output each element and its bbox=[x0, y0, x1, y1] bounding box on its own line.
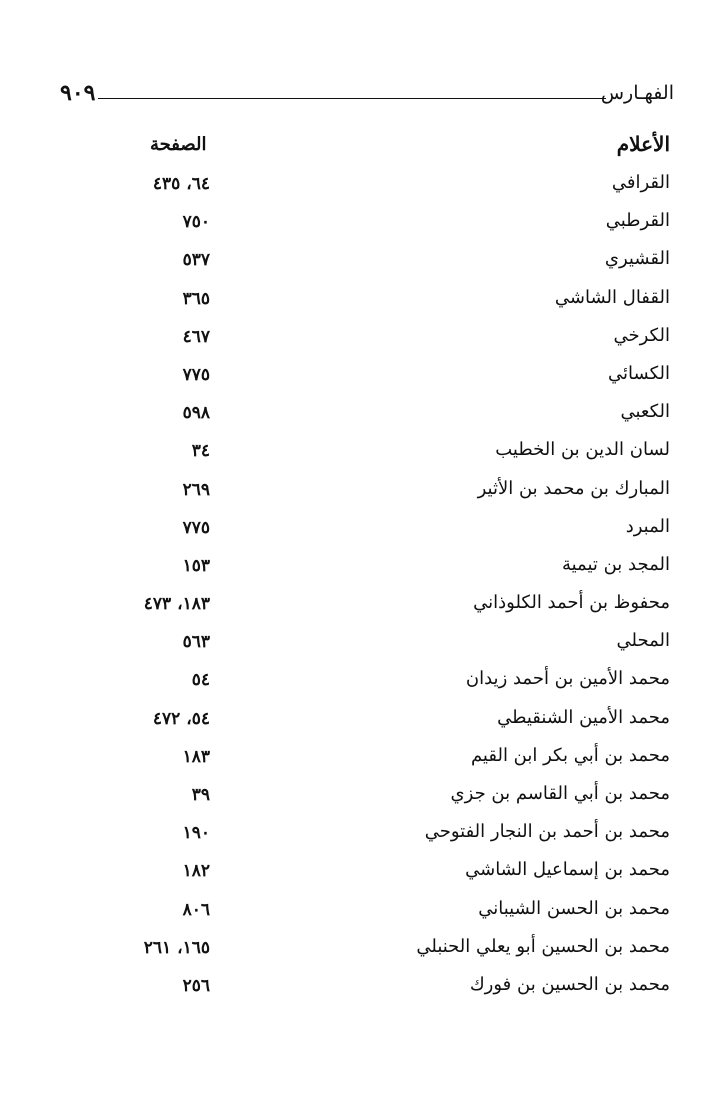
entry-name: القرافي bbox=[611, 172, 670, 193]
index-entries bbox=[0, 168, 708, 1008]
entry-pages: ١٩٠ bbox=[182, 823, 210, 844]
index-entry bbox=[0, 588, 708, 626]
entry-name: القشيري bbox=[604, 248, 670, 270]
names-column-heading: الأعلام bbox=[616, 132, 670, 156]
entry-pages: ٨٠٦ bbox=[182, 899, 210, 920]
entry-name: محمد بن الحسن الشيباني bbox=[478, 897, 670, 919]
index-entry bbox=[0, 779, 708, 817]
running-header-title: الفهـارس bbox=[600, 82, 674, 104]
entry-name: محمد بن أبي القاسم بن جزي bbox=[450, 783, 670, 804]
index-entry bbox=[0, 550, 708, 588]
entry-name: محمد بن الحسين بن فورك bbox=[469, 973, 670, 995]
entry-pages: ٥٩٨ bbox=[182, 403, 210, 424]
index-entry bbox=[0, 512, 708, 550]
entry-name: محمد بن الحسين أبو يعلي الحنبلي bbox=[416, 935, 670, 957]
entry-pages: ١٨٣ bbox=[182, 746, 210, 767]
index-entry bbox=[0, 435, 708, 473]
index-entry bbox=[0, 741, 708, 779]
index-entry bbox=[0, 664, 708, 702]
entry-name: محفوظ بن أحمد الكلوذاني bbox=[473, 592, 670, 614]
index-entry bbox=[0, 894, 708, 932]
entry-pages: ٣٤ bbox=[191, 441, 210, 462]
entry-pages: ٢٦٩ bbox=[182, 479, 210, 500]
entry-name: محمد بن أبي بكر ابن القيم bbox=[470, 744, 670, 766]
index-entry bbox=[0, 206, 708, 244]
entry-name: محمد بن إسماعيل الشاشي bbox=[465, 859, 670, 881]
entry-pages: ٧٧٥ bbox=[182, 364, 210, 385]
entry-pages: ١٨٢ bbox=[182, 861, 210, 882]
pages-column-heading: الصفحة bbox=[150, 134, 207, 155]
entry-name: الكرخي bbox=[613, 324, 670, 346]
entry-name: المجد بن تيمية bbox=[561, 553, 670, 575]
entry-pages: ٣٦٥ bbox=[182, 288, 210, 309]
entry-name: القرطبي bbox=[605, 210, 670, 232]
index-entry bbox=[0, 321, 708, 359]
index-entry bbox=[0, 474, 708, 512]
entry-pages: ١٥٣ bbox=[182, 555, 210, 576]
index-entry bbox=[0, 970, 708, 1008]
entry-name: الكعبي bbox=[620, 401, 670, 423]
entry-pages: ٥٣٧ bbox=[182, 250, 210, 271]
entry-pages: ٧٥٠ bbox=[182, 212, 210, 233]
entry-pages: ٤٦٧ bbox=[182, 326, 210, 347]
entry-name: الكسائي bbox=[608, 362, 670, 384]
entry-name: محمد الأمين بن أحمد زيدان bbox=[465, 668, 670, 690]
entry-name: المحلي bbox=[616, 630, 670, 652]
index-entry bbox=[0, 932, 708, 970]
entry-pages: ١٦٥، ٢٦١ bbox=[143, 937, 210, 958]
entry-pages: ٧٧٥ bbox=[182, 517, 210, 538]
entry-name: محمد الأمين الشنقيطي bbox=[497, 706, 670, 728]
index-entry bbox=[0, 283, 708, 321]
entry-name: القفال الشاشي bbox=[554, 286, 670, 308]
index-entry bbox=[0, 244, 708, 282]
entry-pages: ٢٥٦ bbox=[182, 975, 210, 996]
header-rule bbox=[98, 98, 606, 99]
page-number: ٩٠٩ bbox=[60, 80, 96, 106]
entry-pages: ٥٤، ٤٧٢ bbox=[152, 708, 210, 729]
index-entry bbox=[0, 817, 708, 855]
entry-pages: ٥٤ bbox=[191, 670, 210, 691]
entry-name: لسان الدين بن الخطيب bbox=[495, 439, 670, 461]
index-entry bbox=[0, 855, 708, 893]
index-entry bbox=[0, 359, 708, 397]
index-entry bbox=[0, 397, 708, 435]
index-entry bbox=[0, 626, 708, 664]
entry-name: المبارك بن محمد بن الأثير bbox=[477, 477, 670, 499]
entry-pages: ١٨٣، ٤٧٣ bbox=[143, 594, 210, 615]
index-entry bbox=[0, 703, 708, 741]
entry-pages: ٦٤، ٤٣٥ bbox=[152, 174, 210, 194]
entry-pages: ٣٩ bbox=[191, 785, 210, 805]
index-entry bbox=[0, 168, 708, 206]
entry-pages: ٥٦٣ bbox=[182, 632, 210, 653]
entry-name: المبرد bbox=[625, 515, 670, 537]
entry-name: محمد بن أحمد بن النجار الفتوحي bbox=[424, 821, 670, 843]
